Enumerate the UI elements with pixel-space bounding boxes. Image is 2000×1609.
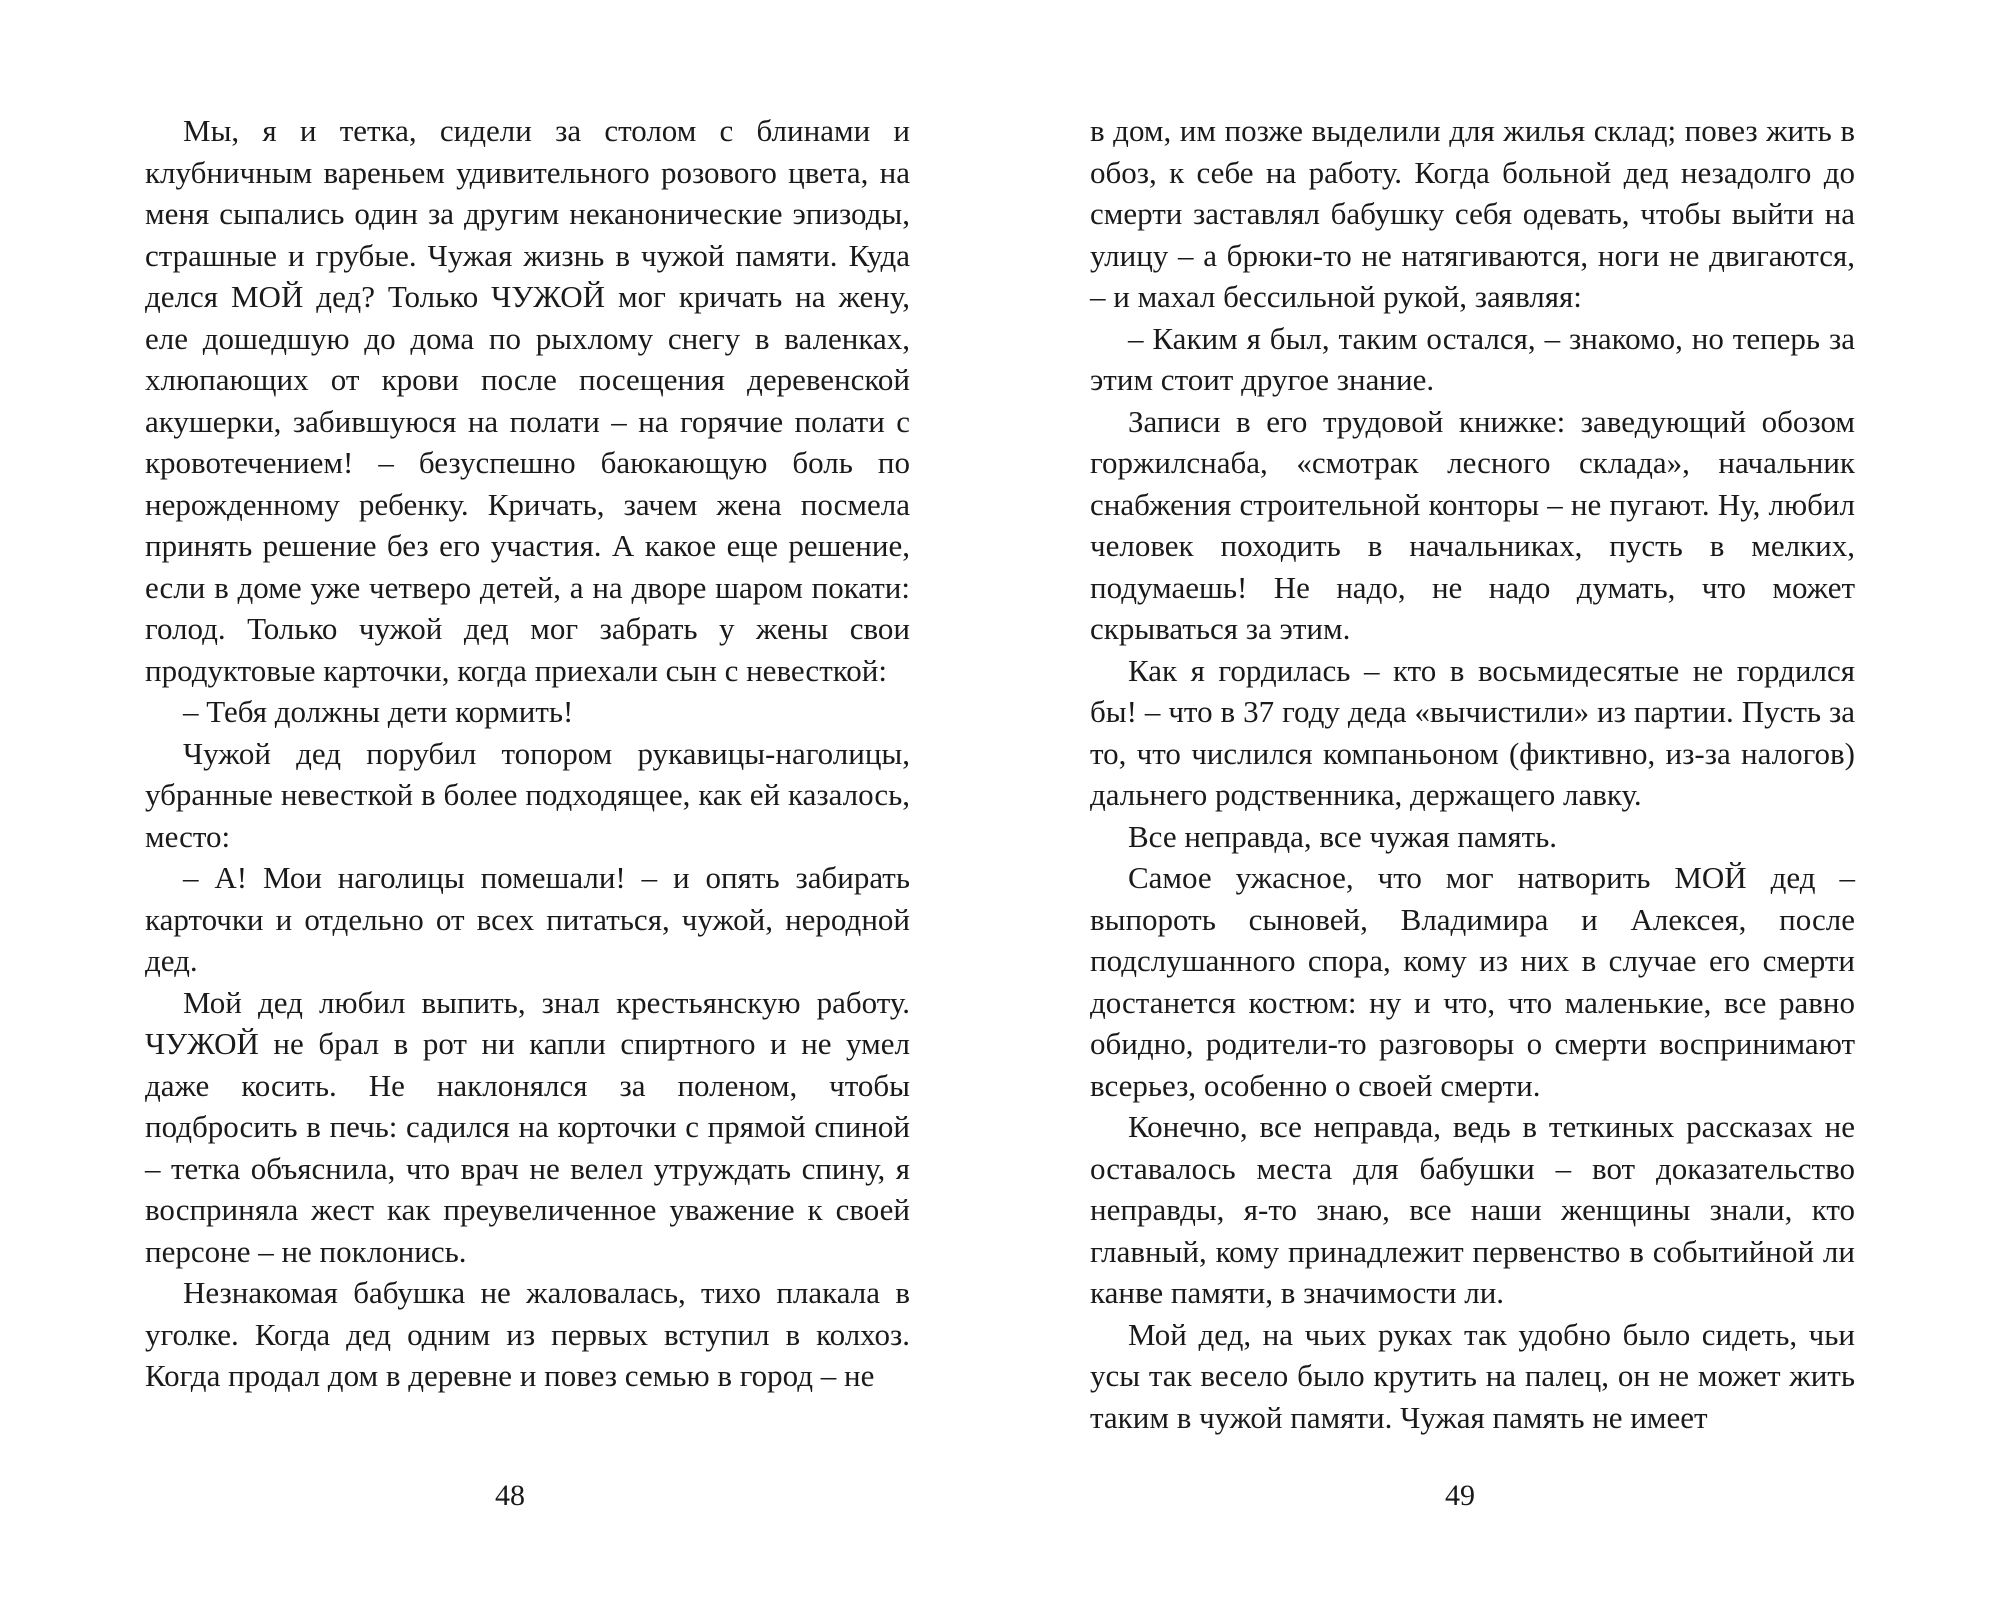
page-number-right: 49	[1445, 1479, 1475, 1512]
paragraph: Мой дед, на чьих руках так удобно было сидеть, чьи усы так весело было крутить на палец, он не может жить таким в чужой памяти. Чужая память не имеет	[1090, 1316, 1855, 1435]
page-number-left: 48	[495, 1479, 525, 1512]
paragraph: Мой дед любил выпить, знал крестьянскую работу. ЧУЖОЙ не брал в рот ни капли спиртного и не умел даже косить. Не наклонялся за поленом, чтобы подбросить в печь: садился на корточки с прямой спиной – тетка объяснила, что врач не велел утруждать спину, я восприняла жест как преувеличенное уважение к своей персоне – не поклонись.	[145, 984, 910, 1269]
paragraph: Незнакомая бабушка не жаловалась, тихо плакала в уголке. Когда дед одним из первых вступил в колхоз. Когда продал дом в деревне и повез семью в город – не	[145, 1275, 910, 1393]
paragraph: Мы, я и тетка, сидели за столом с блинами и клубничным вареньем удивительного розового цвета, на меня сыпались один за другим неканонические эпизоды, страшные и грубые. Чужая жизнь в чужой памяти. Куда делся МОЙ дед? Только ЧУЖОЙ мог кричать на жену, еле дошедшую до дома по рыхлому снегу в валенках, хлюпающих от крови после посещения деревенской акушерки, забившуюся на полати – на горячие полати с кровотечением! – безуспешно баюкающую боль по нерожденному ребенку. Кричать, зачем жена посмела принять решение без его участия. А какое еще решение, если в доме уже четверо детей, а на дворе шаром покати: голод. Только чужой дед мог забрать у жены свои продуктовые карточки, когда приехали сын с невесткой:	[145, 113, 910, 688]
paragraph: – Каким я был, таким остался, – знакомо, но теперь за этим стоит другое знание.	[1090, 320, 1855, 397]
paragraph: Конечно, все неправда, ведь в теткиных рассказах не оставалось места для бабушки – вот доказательство неправды, я-то знаю, все наши женщины знали, кто главный, кому принадлежит первенство в событийной ли канве памяти, в значимости ли.	[1090, 1109, 1855, 1310]
left-page	[145, 110, 910, 1397]
right-page	[1090, 110, 1855, 1438]
paragraph: Все неправда, все чужая память.	[1128, 818, 1558, 854]
paragraph: Чужой дед порубил топором рукавицы-наголицы, убранные невесткой в более подходящее, как ей казалось, место:	[145, 735, 910, 854]
left-page-text	[145, 110, 910, 1397]
paragraph: Как я гордилась – кто в восьмидесятые не гордился бы! – что в 37 году деда «вычистили» из партии. Пусть за то, что числился компаньоном (фиктивно, из-за налогов) дальнего родственника, держащего лавку.	[1090, 652, 1855, 812]
paragraph: – Тебя должны дети кормить!	[183, 694, 574, 729]
right-page-text	[1090, 110, 1855, 1438]
paragraph: в дом, им позже выделили для жилья склад; повез жить в обоз, к себе на работу. Когда больной дед незадолго до смерти заставлял бабушку себя одевать, чтобы выйти на улицу – а брюки-то не натягиваются, ноги не двигаются, – и махал бессильной рукой, заявляя:	[1090, 113, 1855, 314]
paragraph: Самое ужасное, что мог натворить МОЙ дед – выпороть сыновей, Владимира и Алексея, после подслушанного спора, кому из них в случае его смерти достанется костюм: ну и что, что маленькие, все равно обидно, родители-то разговоры о смерти воспринимают всерьез, особенно о своей смерти.	[1090, 860, 1855, 1103]
paragraph: Записи в его трудовой книжке: заведующий обозом горжилснаба, «смотрак лесного склада», начальник снабжения строительной конторы – не пугают. Ну, любил человек походить в начальниках, пусть в мелких, подумаешь! Не надо, не надо думать, что может скрываться за этим.	[1090, 403, 1855, 646]
paragraph: – А! Мои наголицы помешали! – и опять забирать карточки и отдельно от всех питаться, чужой, неродной дед.	[145, 860, 910, 978]
